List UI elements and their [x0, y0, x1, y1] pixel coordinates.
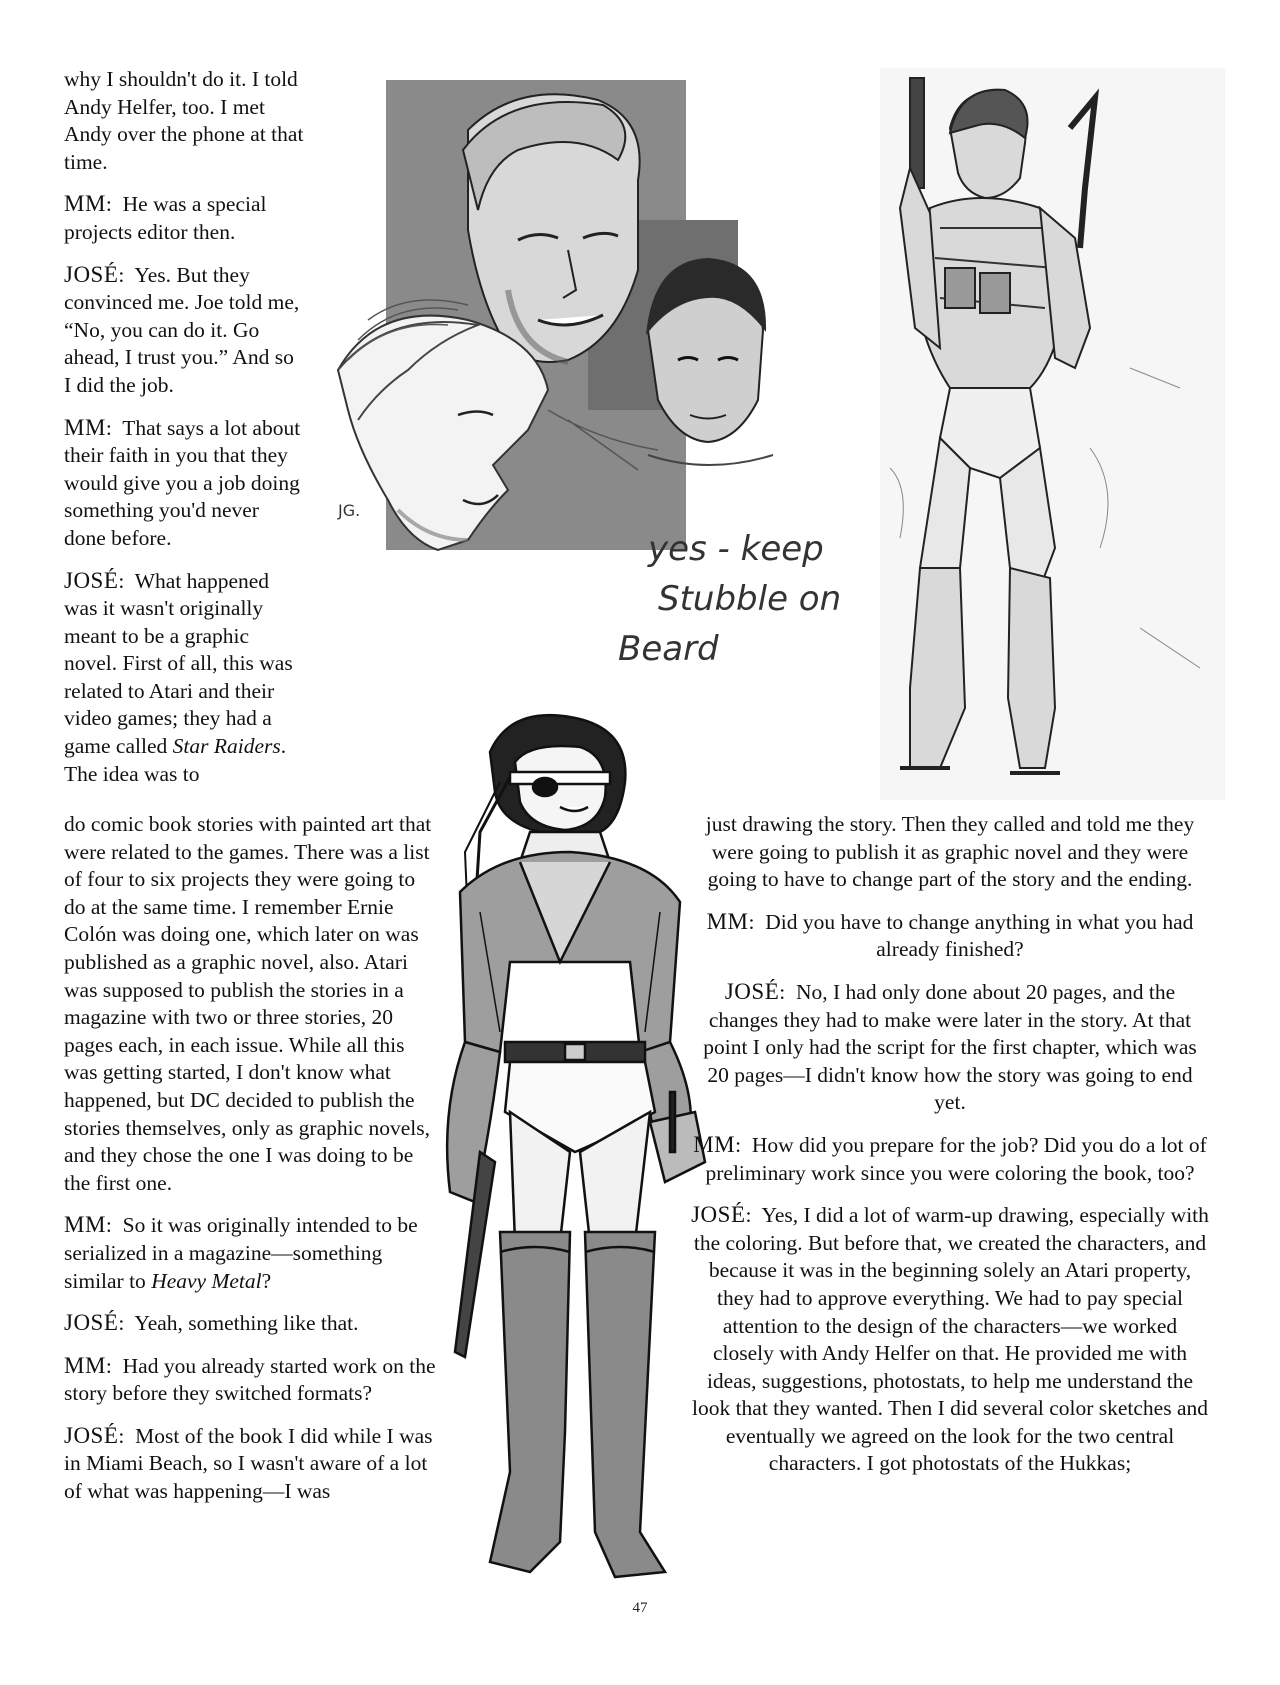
- paragraph-text: Yes, I did a lot of warm-up drawing, especially with the coloring. But before that, we created the characters, and because it was in the beginning solely an Atari property, they had to approve everything. We had to pay special attention to the design of the characters—we worked closely with Andy Helfer on that. He provided me with ideas, suggestions, photostats, to help me understand the look that they wanted. Then I did several color sketches and eventually we agreed on the look for the two central characters. I got photostats of the Hukkas;: [691, 1203, 1209, 1476]
- speaker-label: JOSÉ: [64, 1310, 119, 1336]
- handwritten-note: [618, 529, 841, 669]
- head-sketches-illustration: [318, 70, 878, 710]
- speaker-label: MM: [64, 1212, 106, 1238]
- paragraph: [64, 1352, 436, 1408]
- speaker-colon: :: [779, 979, 796, 1004]
- paragraph-text: So it was originally intended to be serialized in a magazine—something similar to: [64, 1213, 418, 1293]
- paragraph: [64, 1422, 436, 1506]
- speaker-label: MM: [706, 908, 749, 934]
- paragraph-text: No, I had only done about 20 pages, and the changes they had to make were later in the story. At that point I only had the script for the first chapter, which was 20 pages—I didn't know how the story was going to end yet.: [703, 979, 1197, 1115]
- paragraph: [690, 1131, 1210, 1187]
- speaker-colon: :: [748, 909, 766, 934]
- speaker-colon: :: [118, 1423, 136, 1448]
- right-column: [690, 811, 1210, 1492]
- left-column-narrow: [64, 66, 304, 788]
- paragraph: [64, 1211, 436, 1295]
- paragraph-text: Most of the book I did while I was in Miami Beach, so I wasn't aware of a lot of what was happening—I was: [64, 1423, 433, 1504]
- speaker-colon: :: [118, 568, 135, 593]
- paragraph-text: ?: [261, 1268, 272, 1293]
- speaker-label: JOSÉ: [64, 261, 119, 287]
- eyepatch-woman-character-sketch: [420, 712, 720, 1602]
- speaker-colon: :: [105, 1213, 123, 1238]
- paragraph: [64, 261, 304, 400]
- speaker-colon: :: [118, 262, 135, 287]
- paragraph-text: Did you have to change anything in what you had already finished?: [765, 909, 1194, 962]
- speaker-label: JOSÉ: [64, 567, 119, 593]
- speaker-label: MM: [64, 1352, 106, 1378]
- speaker-colon: :: [105, 192, 123, 217]
- speaker-label: JOSÉ: [691, 1202, 746, 1228]
- speaker-colon: :: [118, 1311, 135, 1336]
- paragraph-text: That says a lot about their faith in you that they would give you a job doing something you'd never done before.: [64, 415, 301, 550]
- paragraph-text: Yeah, something like that.: [134, 1311, 359, 1336]
- paragraph-text: How did you prepare for the job? Did you do a lot of preliminary work since you were coloring the book, too?: [705, 1132, 1207, 1185]
- paragraph: [690, 908, 1210, 964]
- speaker-label: MM: [64, 191, 106, 217]
- note-line-3: Beard: [618, 629, 719, 669]
- paragraph-text: Had you already started work on the story before they switched formats?: [64, 1353, 436, 1406]
- paragraph: [64, 414, 304, 553]
- speaker-label: MM: [64, 414, 106, 440]
- paragraph-text: Yes. But they convinced me. Joe told me, “No, you can do it. Go ahead, I trust you.” And so I did the job.: [64, 262, 300, 397]
- note-line-2: Stubble on: [658, 579, 842, 619]
- speaker-label: JOSÉ: [64, 1422, 119, 1448]
- paragraph: [64, 66, 304, 176]
- paragraph: [64, 1309, 436, 1338]
- speaker-colon: :: [735, 1132, 752, 1157]
- paragraph-text: What happened was it wasn't originally meant to be a graphic novel. First of all, this was related to Atari and their video games; they had a game called: [64, 568, 293, 759]
- page-number: 47: [632, 1600, 648, 1616]
- paragraph: [690, 1201, 1210, 1478]
- magazine-title: Heavy Metal: [151, 1268, 262, 1293]
- armed-man-figure-sketch: [880, 68, 1225, 800]
- paragraph: [64, 811, 436, 1197]
- paragraph-text: do comic book stories with painted art that were related to the games. There was a list of four to six projects they were going to do at the same time. I remember Ernie Colón was doing one, which later on was published as a graphic novel, also. Atari was supposed to publish the stories in a magazine with two or three stories, 20 pages each, in each issue. While all this was getting started, I don't know what happened, but DC decided to publish the stories themselves, only as graphic novels, and they chose the one I was doing to be the first one.: [64, 812, 432, 1195]
- speaker-label: MM: [693, 1131, 736, 1157]
- paragraph-text: just drawing the story. Then they called and told me they were going to publish it as graphic novel and they were going to have to change part of the story and the ending.: [705, 812, 1195, 892]
- paragraph: [64, 567, 304, 789]
- speaker-colon: :: [105, 1353, 123, 1378]
- paragraph-text: He was a special projects editor then.: [64, 192, 267, 244]
- paragraph: [64, 190, 304, 246]
- speaker-colon: :: [745, 1203, 762, 1228]
- paragraph-text: . The idea was to: [64, 734, 287, 786]
- left-column-wide: [64, 811, 436, 1520]
- sketch-initials: JG.: [338, 501, 361, 520]
- game-title: Star Raiders: [172, 734, 281, 759]
- paragraph: [690, 811, 1210, 894]
- speaker-colon: :: [105, 415, 123, 440]
- speaker-label: JOSÉ: [724, 978, 780, 1004]
- note-line-1: yes - keep: [648, 529, 824, 569]
- paragraph-text: why I shouldn't do it. I told Andy Helfer, too. I met Andy over the phone at that time.: [64, 67, 304, 174]
- paragraph: [690, 978, 1210, 1117]
